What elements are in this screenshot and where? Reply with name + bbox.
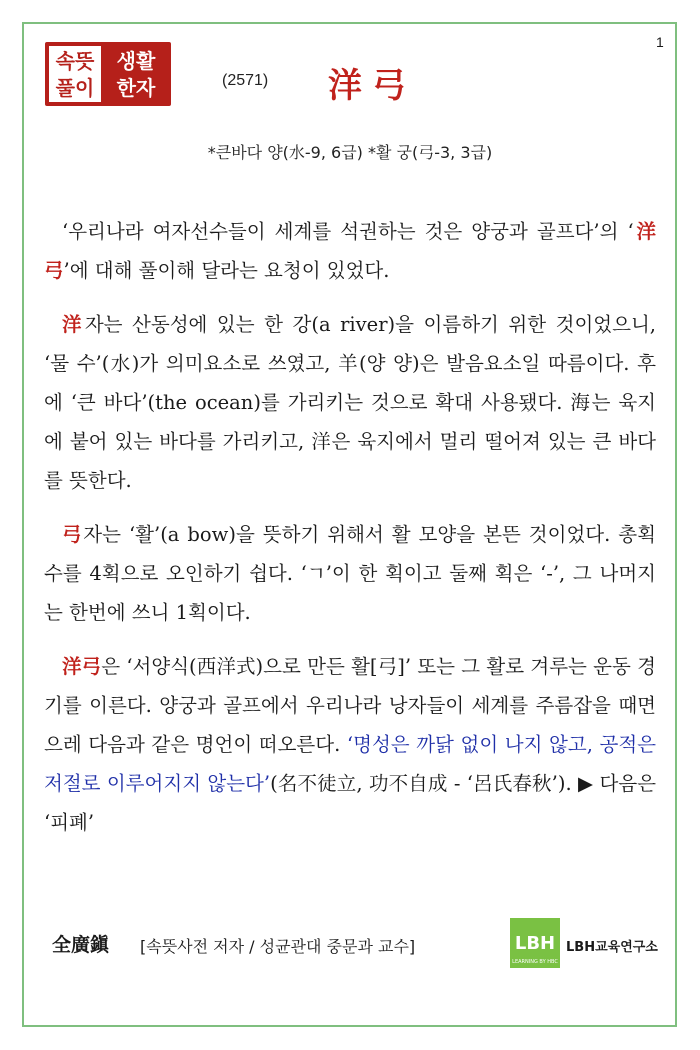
logo-line3: 생활 bbox=[116, 49, 156, 73]
page-number: 1 bbox=[656, 34, 664, 50]
p3-text: 자는 ‘활’(a bow)을 뜻하기 위해서 활 모양을 본뜬 것이었다. 총획수를 4획으로 오인하기 쉽다. ‘ㄱ’이 한 획이고 둘째 획은 ‘-’, 그 나머지는 한번에 쓰니 1획이다. bbox=[44, 523, 656, 624]
lbh-tagline: LEARNING BY HBC bbox=[512, 959, 558, 965]
logo-line4: 한자 bbox=[116, 76, 156, 100]
p4-text-b: 은 ‘서양식(西洋式)으로 만든 활[弓]’ 또는 그 활로 겨루는 운동 경기를 이른다. 양궁과 골프에서 우리나라 낭자들이 세계를 주름잡을 때면 으레 다음과 같은 명언이 떠오른다. bbox=[44, 655, 656, 756]
logo-line2: 풀이 bbox=[55, 76, 95, 100]
p2-char: 洋 bbox=[62, 313, 85, 336]
article-body bbox=[44, 212, 656, 857]
p1-headword: 洋弓 bbox=[44, 220, 656, 282]
author-description: [속뜻사전 저자 / 성균관대 중문과 교수] bbox=[140, 937, 416, 956]
author-name: 全廣鎭 bbox=[52, 934, 110, 956]
p4-text-d: (名不徒立, 功不自成 - ‘呂氏春秋’). ▶ 다음은 ‘피폐’ bbox=[44, 772, 656, 834]
institute-name: LBH교육연구소 bbox=[566, 940, 658, 955]
entry-number: (2571) bbox=[222, 72, 269, 89]
headword-title: 洋弓 bbox=[328, 66, 416, 106]
book-logo bbox=[45, 42, 171, 106]
p2-text: 자는 산동성에 있는 한 강(a river)을 이름하기 위한 것이었으니, ‘물 수’(水)가 의미요소로 쓰였고, 羊(양 양)은 발음요소일 따름이다. 후에 ‘큰 바다’(the ocean)를 가리키는 것으로 확대 사용됐다. 海는 육지에 붙어 있는 바다를 가리키고, 洋은 육지에서 멀리 떨어져 있는 큰 바다를 뜻한다. bbox=[44, 313, 656, 492]
lbh-logo-icon bbox=[510, 918, 560, 968]
p4-quote: ‘명성은 까닭 없이 나지 않고, 공적은 저절로 이루어지지 않는다’ bbox=[44, 733, 656, 795]
paragraph-4 bbox=[44, 647, 656, 842]
lbh-mark: LBH bbox=[514, 933, 556, 954]
paragraph-2 bbox=[44, 305, 656, 500]
paragraph-3 bbox=[44, 515, 656, 632]
p1-text-a: ‘우리나라 여자선수들이 세계를 석권하는 것은 양궁과 골프다’의 ‘ bbox=[62, 220, 634, 243]
p3-char: 弓 bbox=[62, 523, 84, 546]
logo-line1: 속뜻 bbox=[55, 49, 95, 73]
paragraph-1 bbox=[44, 212, 656, 290]
p4-headword: 洋弓 bbox=[62, 655, 102, 678]
p1-text-c: ’에 대해 풀이해 달라는 요청이 있었다. bbox=[63, 259, 390, 282]
character-meanings: *큰바다 양(水-9, 6급) *활 궁(弓-3, 3급) bbox=[207, 143, 493, 162]
